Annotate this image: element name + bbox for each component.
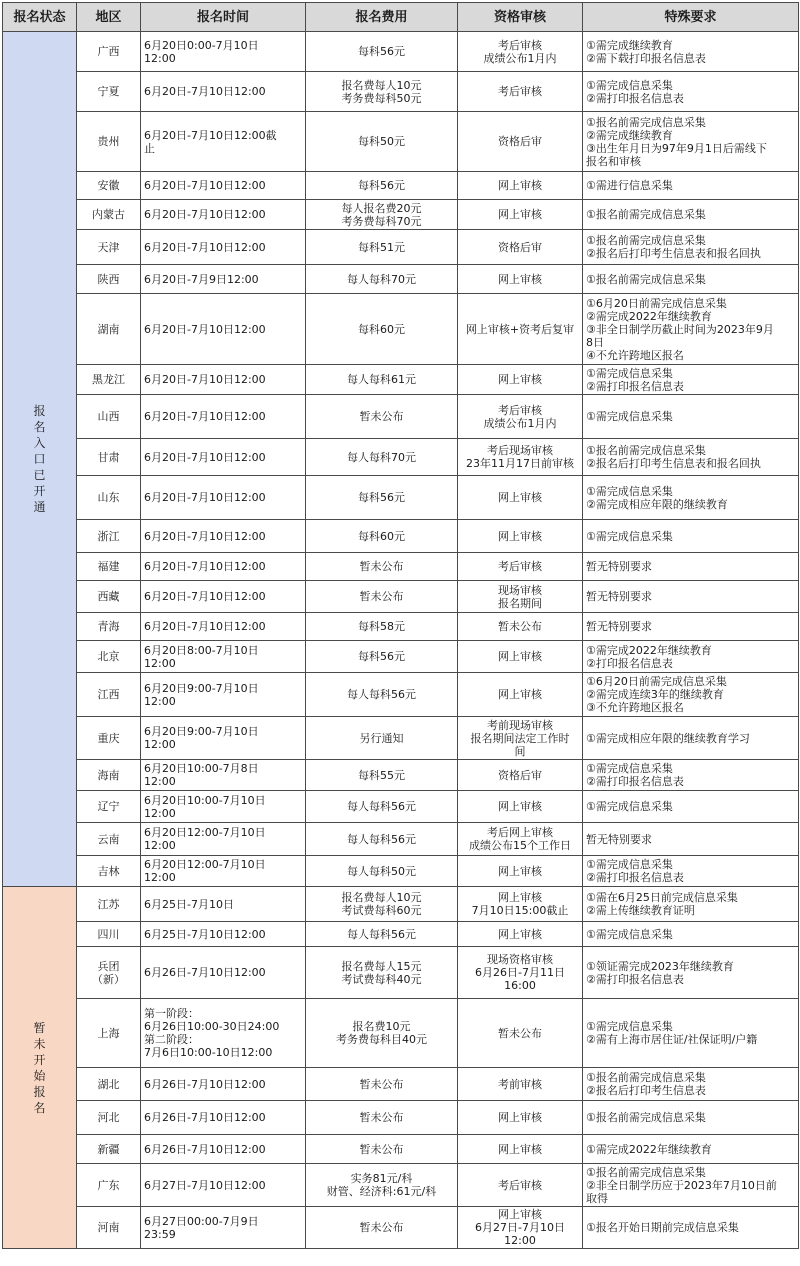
region-cell: 兵团 （新）: [77, 947, 141, 999]
time-cell: 6月26日-7月10日12:00: [141, 1135, 306, 1164]
review-cell: 现场资格审核 6月26日-7月11日 16:00: [458, 947, 583, 999]
time-cell: 6月25日-7月10日: [141, 887, 306, 922]
fee-cell: 另行通知: [306, 717, 458, 760]
review-cell: 网上审核: [458, 1101, 583, 1135]
fee-cell: 每人每科61元: [306, 365, 458, 395]
table-row: [3, 760, 799, 791]
table-row: [3, 1135, 799, 1164]
requirements-cell: ①报名前需完成信息采集 ②需完成继续教育 ③出生年月日为97年9月1日后需线下 报名和审核: [583, 112, 799, 172]
region-cell: 江西: [77, 673, 141, 717]
table-row: [3, 717, 799, 760]
time-cell: 第一阶段： 6月26日10:00-30日24:00 第二阶段： 7月6日10:00-10日12:00: [141, 999, 306, 1068]
requirements-cell: ①需完成信息采集: [583, 395, 799, 439]
exam-registration-table: [2, 2, 799, 1249]
fee-cell: 暂未公布: [306, 1135, 458, 1164]
region-cell: 江苏: [77, 887, 141, 922]
time-cell: 6月20日-7月10日12:00: [141, 581, 306, 613]
fee-cell: 每人每科56元: [306, 922, 458, 947]
requirements-cell: ①需完成信息采集 ②需打印报名信息表: [583, 760, 799, 791]
review-cell: 网上审核: [458, 476, 583, 520]
region-cell: 辽宁: [77, 791, 141, 823]
table-row: [3, 791, 799, 823]
region-cell: 青海: [77, 613, 141, 641]
requirements-cell: ①需完成继续教育 ②需下载打印报名信息表: [583, 32, 799, 72]
table-row: [3, 520, 799, 553]
review-cell: 现场审核 报名期间: [458, 581, 583, 613]
requirements-cell: ①6月20日前需完成信息采集 ②需完成2022年继续教育 ③非全日制学历截止时间为2023年9月 8日 ④不允许跨地区报名: [583, 294, 799, 365]
time-cell: 6月20日-7月10日12:00: [141, 613, 306, 641]
region-cell: 海南: [77, 760, 141, 791]
review-cell: 网上审核: [458, 791, 583, 823]
table-row: [3, 32, 799, 72]
table-row: [3, 999, 799, 1068]
requirements-cell: ①报名前需完成信息采集: [583, 200, 799, 230]
time-cell: 6月20日-7月10日12:00: [141, 365, 306, 395]
table-row: [3, 439, 799, 476]
review-cell: 网上审核: [458, 856, 583, 887]
header-requirements: 特殊要求: [583, 3, 799, 32]
table-row: [3, 172, 799, 200]
fee-cell: 报名费10元 考务费每科目40元: [306, 999, 458, 1068]
region-cell: 上海: [77, 999, 141, 1068]
fee-cell: 每科56元: [306, 32, 458, 72]
region-cell: 山西: [77, 395, 141, 439]
table-row: [3, 613, 799, 641]
region-cell: 贵州: [77, 112, 141, 172]
review-cell: 考前审核: [458, 1068, 583, 1101]
region-cell: 甘肃: [77, 439, 141, 476]
review-cell: 考后审核: [458, 72, 583, 112]
requirements-cell: ①报名前需完成信息采集: [583, 1101, 799, 1135]
review-cell: 资格后审: [458, 760, 583, 791]
requirements-cell: ①报名前需完成信息采集 ②报名后打印考生信息表和报名回执: [583, 439, 799, 476]
review-cell: 暂未公布: [458, 613, 583, 641]
region-cell: 宁夏: [77, 72, 141, 112]
table-row: [3, 641, 799, 673]
table-row: [3, 230, 799, 265]
table-row: [3, 265, 799, 294]
fee-cell: 实务81元/科 财管、经济科:61元/科: [306, 1164, 458, 1207]
region-cell: 福建: [77, 553, 141, 581]
review-cell: 网上审核: [458, 1135, 583, 1164]
requirements-cell: ①需完成信息采集 ②需打印报名信息表: [583, 856, 799, 887]
review-cell: 资格后审: [458, 230, 583, 265]
table-row: [3, 476, 799, 520]
header-fee: 报名费用: [306, 3, 458, 32]
table-row: [3, 112, 799, 172]
table-row: [3, 1101, 799, 1135]
table-row: [3, 922, 799, 947]
fee-cell: 每科60元: [306, 294, 458, 365]
time-cell: 6月20日-7月10日12:00: [141, 172, 306, 200]
region-cell: 陕西: [77, 265, 141, 294]
review-cell: 考前现场审核 报名期间法定工作时 间: [458, 717, 583, 760]
fee-cell: 每人每科50元: [306, 856, 458, 887]
requirements-cell: 暂无特别要求: [583, 613, 799, 641]
region-cell: 云南: [77, 823, 141, 856]
time-cell: 6月26日-7月10日12:00: [141, 1101, 306, 1135]
region-cell: 吉林: [77, 856, 141, 887]
fee-cell: 暂未公布: [306, 581, 458, 613]
table-body: [3, 32, 799, 1249]
table-row: [3, 294, 799, 365]
review-cell: 暂未公布: [458, 999, 583, 1068]
fee-cell: 每人每科56元: [306, 791, 458, 823]
time-cell: 6月20日-7月10日12:00: [141, 200, 306, 230]
fee-cell: 报名费每人15元 考试费每科40元: [306, 947, 458, 999]
requirements-cell: ①6月20日前需完成信息采集 ②需完成连续3年的继续教育 ③不允许跨地区报名: [583, 673, 799, 717]
table-row: [3, 365, 799, 395]
requirements-cell: ①需完成相应年限的继续教育学习: [583, 717, 799, 760]
review-cell: 考后审核 成绩公布1月内: [458, 395, 583, 439]
requirements-cell: ①需完成信息采集 ②需打印报名信息表: [583, 72, 799, 112]
table-row: [3, 1207, 799, 1249]
review-cell: 网上审核 6月27日-7月10日 12:00: [458, 1207, 583, 1249]
region-cell: 湖北: [77, 1068, 141, 1101]
time-cell: 6月20日9:00-7月10日 12:00: [141, 717, 306, 760]
status-label: 暂未开始报名: [33, 1020, 46, 1115]
header-region: 地区: [77, 3, 141, 32]
table-row: [3, 856, 799, 887]
review-cell: 网上审核: [458, 922, 583, 947]
region-cell: 重庆: [77, 717, 141, 760]
time-cell: 6月20日10:00-7月10日 12:00: [141, 791, 306, 823]
fee-cell: 暂未公布: [306, 1101, 458, 1135]
time-cell: 6月20日-7月10日12:00截 止: [141, 112, 306, 172]
review-cell: 网上审核: [458, 265, 583, 294]
time-cell: 6月20日-7月10日12:00: [141, 395, 306, 439]
fee-cell: 每科56元: [306, 172, 458, 200]
region-cell: 四川: [77, 922, 141, 947]
header-row: [3, 3, 799, 32]
table-row: [3, 1068, 799, 1101]
table-row: [3, 1164, 799, 1207]
time-cell: 6月20日-7月10日12:00: [141, 439, 306, 476]
table-row: [3, 581, 799, 613]
table-row: [3, 395, 799, 439]
table-row: [3, 823, 799, 856]
region-cell: 山东: [77, 476, 141, 520]
region-cell: 西藏: [77, 581, 141, 613]
review-cell: 网上审核 7月10日15:00截止: [458, 887, 583, 922]
fee-cell: 每人每科56元: [306, 823, 458, 856]
header-time: 报名时间: [141, 3, 306, 32]
fee-cell: 暂未公布: [306, 1207, 458, 1249]
review-cell: 网上审核: [458, 520, 583, 553]
time-cell: 6月20日-7月9日12:00: [141, 265, 306, 294]
requirements-cell: ①需完成信息采集 ②需有上海市居住证/社保证明/户籍: [583, 999, 799, 1068]
table-row: [3, 947, 799, 999]
time-cell: 6月26日-7月10日12:00: [141, 1068, 306, 1101]
requirements-cell: ①报名前需完成信息采集 ②非全日制学历应于2023年7月10日前 取得: [583, 1164, 799, 1207]
fee-cell: 报名费每人10元 考务费每科50元: [306, 72, 458, 112]
header-status: 报名状态: [3, 3, 77, 32]
requirements-cell: ①报名开始日期前完成信息采集: [583, 1207, 799, 1249]
fee-cell: 暂未公布: [306, 553, 458, 581]
region-cell: 黑龙江: [77, 365, 141, 395]
fee-cell: 每科56元: [306, 641, 458, 673]
region-cell: 内蒙古: [77, 200, 141, 230]
fee-cell: 报名费每人10元 考试费每科60元: [306, 887, 458, 922]
fee-cell: 每人每科56元: [306, 673, 458, 717]
fee-cell: 每科55元: [306, 760, 458, 791]
review-cell: 网上审核: [458, 172, 583, 200]
time-cell: 6月20日9:00-7月10日 12:00: [141, 673, 306, 717]
requirements-cell: ①需完成信息采集 ②需打印报名信息表: [583, 365, 799, 395]
table-row: [3, 673, 799, 717]
header-review: 资格审核: [458, 3, 583, 32]
review-cell: 考后现场审核 23年11月17日前审核: [458, 439, 583, 476]
time-cell: 6月27日-7月10日12:00: [141, 1164, 306, 1207]
status-cell: [3, 887, 77, 1249]
region-cell: 北京: [77, 641, 141, 673]
region-cell: 浙江: [77, 520, 141, 553]
time-cell: 6月20日-7月10日12:00: [141, 72, 306, 112]
review-cell: 网上审核: [458, 365, 583, 395]
region-cell: 天津: [77, 230, 141, 265]
status-cell: [3, 32, 77, 887]
region-cell: 河北: [77, 1101, 141, 1135]
table-row: [3, 200, 799, 230]
review-cell: 资格后审: [458, 112, 583, 172]
time-cell: 6月25日-7月10日12:00: [141, 922, 306, 947]
review-cell: 考后审核: [458, 553, 583, 581]
requirements-cell: 暂无特别要求: [583, 581, 799, 613]
table-row: [3, 72, 799, 112]
fee-cell: 每人每科70元: [306, 265, 458, 294]
region-cell: 河南: [77, 1207, 141, 1249]
review-cell: 网上审核+资考后复审: [458, 294, 583, 365]
region-cell: 湖南: [77, 294, 141, 365]
review-cell: 网上审核: [458, 200, 583, 230]
fee-cell: 每科56元: [306, 476, 458, 520]
fee-cell: 每科60元: [306, 520, 458, 553]
table-row: [3, 887, 799, 922]
requirements-cell: ①需完成信息采集: [583, 791, 799, 823]
review-cell: 考后审核: [458, 1164, 583, 1207]
fee-cell: 每人每科70元: [306, 439, 458, 476]
time-cell: 6月20日-7月10日12:00: [141, 294, 306, 365]
time-cell: 6月20日-7月10日12:00: [141, 230, 306, 265]
review-cell: 网上审核: [458, 641, 583, 673]
time-cell: 6月20日12:00-7月10日 12:00: [141, 823, 306, 856]
time-cell: 6月20日10:00-7月8日 12:00: [141, 760, 306, 791]
fee-cell: 暂未公布: [306, 395, 458, 439]
time-cell: 6月20日-7月10日12:00: [141, 476, 306, 520]
time-cell: 6月20日8:00-7月10日 12:00: [141, 641, 306, 673]
review-cell: 考后网上审核 成绩公布15个工作日: [458, 823, 583, 856]
requirements-cell: ①需完成信息采集: [583, 922, 799, 947]
status-label: 报名入口已开通: [33, 404, 46, 514]
requirements-cell: ①领证需完成2023年继续教育 ②需打印报名信息表: [583, 947, 799, 999]
requirements-cell: ①需完成信息采集 ②需完成相应年限的继续教育: [583, 476, 799, 520]
time-cell: 6月26日-7月10日12:00: [141, 947, 306, 999]
review-cell: 考后审核 成绩公布1月内: [458, 32, 583, 72]
time-cell: 6月20日-7月10日12:00: [141, 520, 306, 553]
fee-cell: 暂未公布: [306, 1068, 458, 1101]
time-cell: 6月20日-7月10日12:00: [141, 553, 306, 581]
requirements-cell: ①需在6月25日前完成信息采集 ②需上传继续教育证明: [583, 887, 799, 922]
requirements-cell: ①报名前需完成信息采集: [583, 265, 799, 294]
fee-cell: 每科58元: [306, 613, 458, 641]
time-cell: 6月20日0:00-7月10日 12:00: [141, 32, 306, 72]
fee-cell: 每人报名费20元 考务费每科70元: [306, 200, 458, 230]
fee-cell: 每科51元: [306, 230, 458, 265]
requirements-cell: ①需完成2022年继续教育: [583, 1135, 799, 1164]
requirements-cell: ①报名前需完成信息采集 ②报名后打印考生信息表和报名回执: [583, 230, 799, 265]
requirements-cell: 暂无特别要求: [583, 553, 799, 581]
time-cell: 6月20日12:00-7月10日 12:00: [141, 856, 306, 887]
region-cell: 广西: [77, 32, 141, 72]
time-cell: 6月27日00:00-7月9日 23:59: [141, 1207, 306, 1249]
requirements-cell: ①需进行信息采集: [583, 172, 799, 200]
requirements-cell: 暂无特别要求: [583, 823, 799, 856]
requirements-cell: ①报名前需完成信息采集 ②报名后打印考生信息表: [583, 1068, 799, 1101]
requirements-cell: ①需完成信息采集: [583, 520, 799, 553]
region-cell: 新疆: [77, 1135, 141, 1164]
table-row: [3, 553, 799, 581]
region-cell: 安徽: [77, 172, 141, 200]
fee-cell: 每科50元: [306, 112, 458, 172]
review-cell: 网上审核: [458, 673, 583, 717]
region-cell: 广东: [77, 1164, 141, 1207]
requirements-cell: ①需完成2022年继续教育 ②打印报名信息表: [583, 641, 799, 673]
